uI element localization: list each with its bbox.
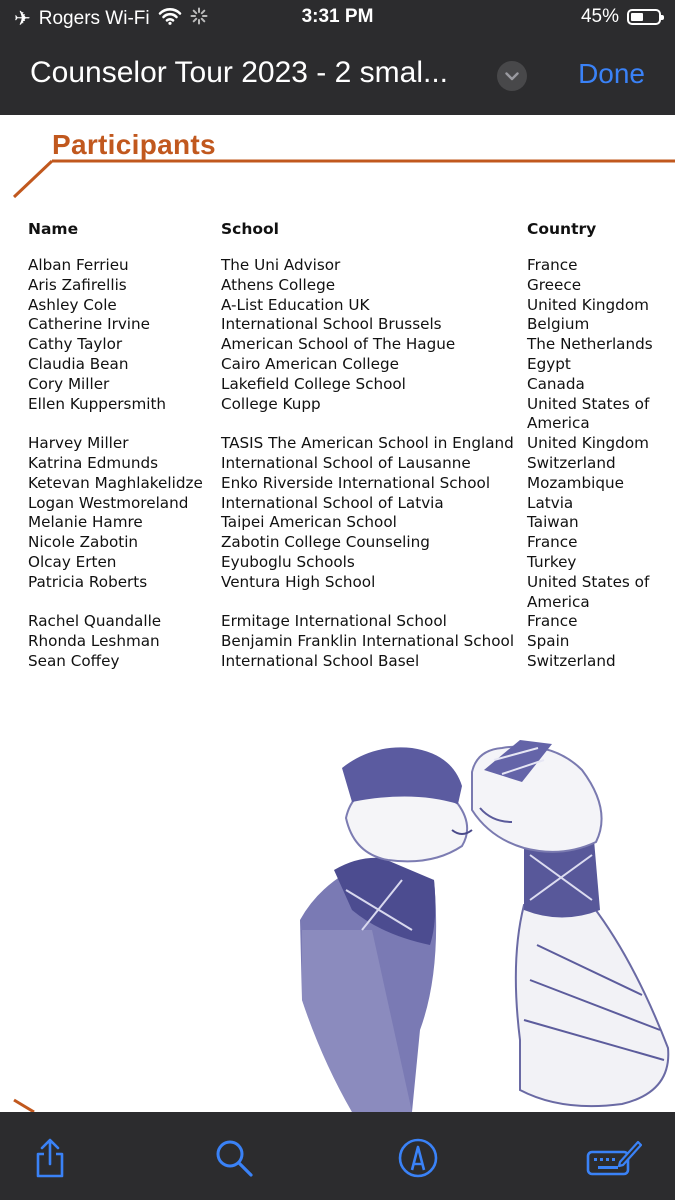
- name-cell: Nicole Zabotin: [28, 533, 139, 552]
- chevron-down-icon: [505, 72, 519, 81]
- boy-figurine: [300, 747, 472, 1112]
- name-cell: Ellen Kuppersmith: [28, 394, 167, 413]
- country-cell: Switzerland: [527, 651, 616, 670]
- school-cell: Eyuboglu Schools: [221, 552, 355, 571]
- country-cell: Turkey: [527, 552, 577, 571]
- markup-icon: [397, 1137, 439, 1179]
- battery-percent: 45%: [580, 6, 619, 27]
- name-cell: Sean Coffey: [28, 651, 120, 670]
- school-cell: A-List Education UK: [221, 295, 370, 314]
- school-cell: Benjamin Franklin International School: [221, 632, 515, 651]
- name-cell: Aris Zafirellis: [28, 275, 127, 294]
- column-header-country: Country: [527, 220, 597, 238]
- name-cell: Olcay Erten: [28, 552, 117, 571]
- girl-figurine: [472, 740, 668, 1106]
- name-cell: Cathy Taylor: [28, 335, 123, 354]
- school-cell: College Kupp: [221, 394, 321, 413]
- school-cell: The Uni Advisor: [221, 256, 341, 274]
- name-cell: Rachel Quandalle: [28, 612, 162, 631]
- country-cell: France: [527, 612, 578, 631]
- country-cell: Greece: [527, 275, 582, 294]
- country-cell: Latvia: [527, 493, 574, 512]
- country-cell: Taiwan: [527, 513, 579, 532]
- top-bar: [0, 0, 675, 115]
- name-cell: Logan Westmoreland: [28, 493, 189, 512]
- status-left: [14, 6, 208, 31]
- country-column: [527, 219, 667, 672]
- school-cell: Cairo American College: [221, 354, 399, 373]
- column-header-school: School: [221, 220, 279, 238]
- delft-figurine-image: [262, 730, 672, 1112]
- school-cell: International School of Latvia: [221, 493, 444, 512]
- status-time: 3:31 PM: [301, 6, 374, 27]
- country-cell: United Kingdom: [527, 434, 649, 453]
- name-cell: Rhonda Leshman: [28, 632, 160, 651]
- school-cell: TASIS The American School in England: [221, 434, 514, 453]
- country-cell: France: [527, 533, 578, 552]
- page-corner-decoration: [0, 1080, 40, 1112]
- school-cell: International School Basel: [221, 651, 420, 670]
- country-cell: Spain: [527, 632, 570, 651]
- country-cell: Canada: [527, 374, 585, 393]
- column-header-name: Name: [28, 220, 79, 238]
- share-icon: [32, 1138, 68, 1178]
- school-cell: American School of The Hague: [221, 335, 456, 354]
- name-cell: Harvey Miller: [28, 434, 129, 453]
- school-cell: International School Brussels: [221, 315, 442, 334]
- school-cell: Zabotin College Counseling: [221, 533, 430, 552]
- battery-fill: [631, 13, 643, 21]
- school-cell: Taipei American School: [221, 513, 397, 532]
- country-cell: Mozambique: [527, 473, 624, 492]
- share-button[interactable]: [28, 1136, 72, 1180]
- section-title: Participants: [52, 129, 216, 160]
- search-icon: [214, 1138, 254, 1178]
- keyboard-pencil-icon: [586, 1138, 642, 1178]
- name-cell: Melanie Hamre: [28, 513, 143, 532]
- name-cell: Cory Miller: [28, 374, 110, 393]
- activity-spinner-icon: [190, 7, 208, 31]
- bottom-toolbar: [0, 1112, 675, 1200]
- country-cell: The Netherlands: [527, 335, 653, 354]
- school-cell: Lakefield College School: [221, 374, 406, 393]
- form-fill-button[interactable]: [586, 1136, 642, 1180]
- carrier-label: Rogers Wi-Fi: [38, 7, 150, 29]
- search-button[interactable]: [212, 1136, 256, 1180]
- airplane-mode-icon: ✈: [14, 8, 31, 30]
- document-title[interactable]: Counselor Tour 2023 - 2 smal...: [30, 56, 448, 89]
- name-cell: Alban Ferrieu: [28, 256, 129, 274]
- country-cell: United States of America: [527, 572, 650, 611]
- title-menu-button[interactable]: [497, 61, 527, 91]
- school-column: [221, 219, 523, 672]
- battery-nub: [661, 15, 664, 20]
- status-right: [581, 6, 661, 28]
- country-cell: United Kingdom: [527, 295, 649, 314]
- battery-icon: [627, 9, 661, 25]
- school-cell: Ventura High School: [221, 572, 376, 591]
- name-cell: Claudia Bean: [28, 354, 129, 373]
- school-cell: Enko Riverside International School: [221, 473, 491, 492]
- wifi-icon: [158, 7, 182, 31]
- school-cell: Athens College: [221, 275, 336, 294]
- school-cell: Ermitage International School: [221, 612, 447, 631]
- country-cell: Switzerland: [527, 453, 616, 472]
- country-cell: Belgium: [527, 315, 590, 334]
- name-column: [28, 219, 218, 672]
- country-cell: Egypt: [527, 354, 571, 373]
- country-cell: United States of America: [527, 394, 650, 433]
- done-button[interactable]: Done: [578, 58, 645, 89]
- name-cell: Ashley Cole: [28, 295, 117, 314]
- country-cell: France: [527, 256, 578, 274]
- name-cell: Catherine Irvine: [28, 315, 150, 334]
- name-cell: Katrina Edmunds: [28, 453, 159, 472]
- name-cell: Ketevan Maghlakelidze: [28, 473, 203, 492]
- name-cell: Patricia Roberts: [28, 572, 148, 591]
- school-cell: International School of Lausanne: [221, 453, 471, 472]
- pdf-page[interactable]: [0, 115, 675, 1112]
- markup-button[interactable]: [396, 1136, 440, 1180]
